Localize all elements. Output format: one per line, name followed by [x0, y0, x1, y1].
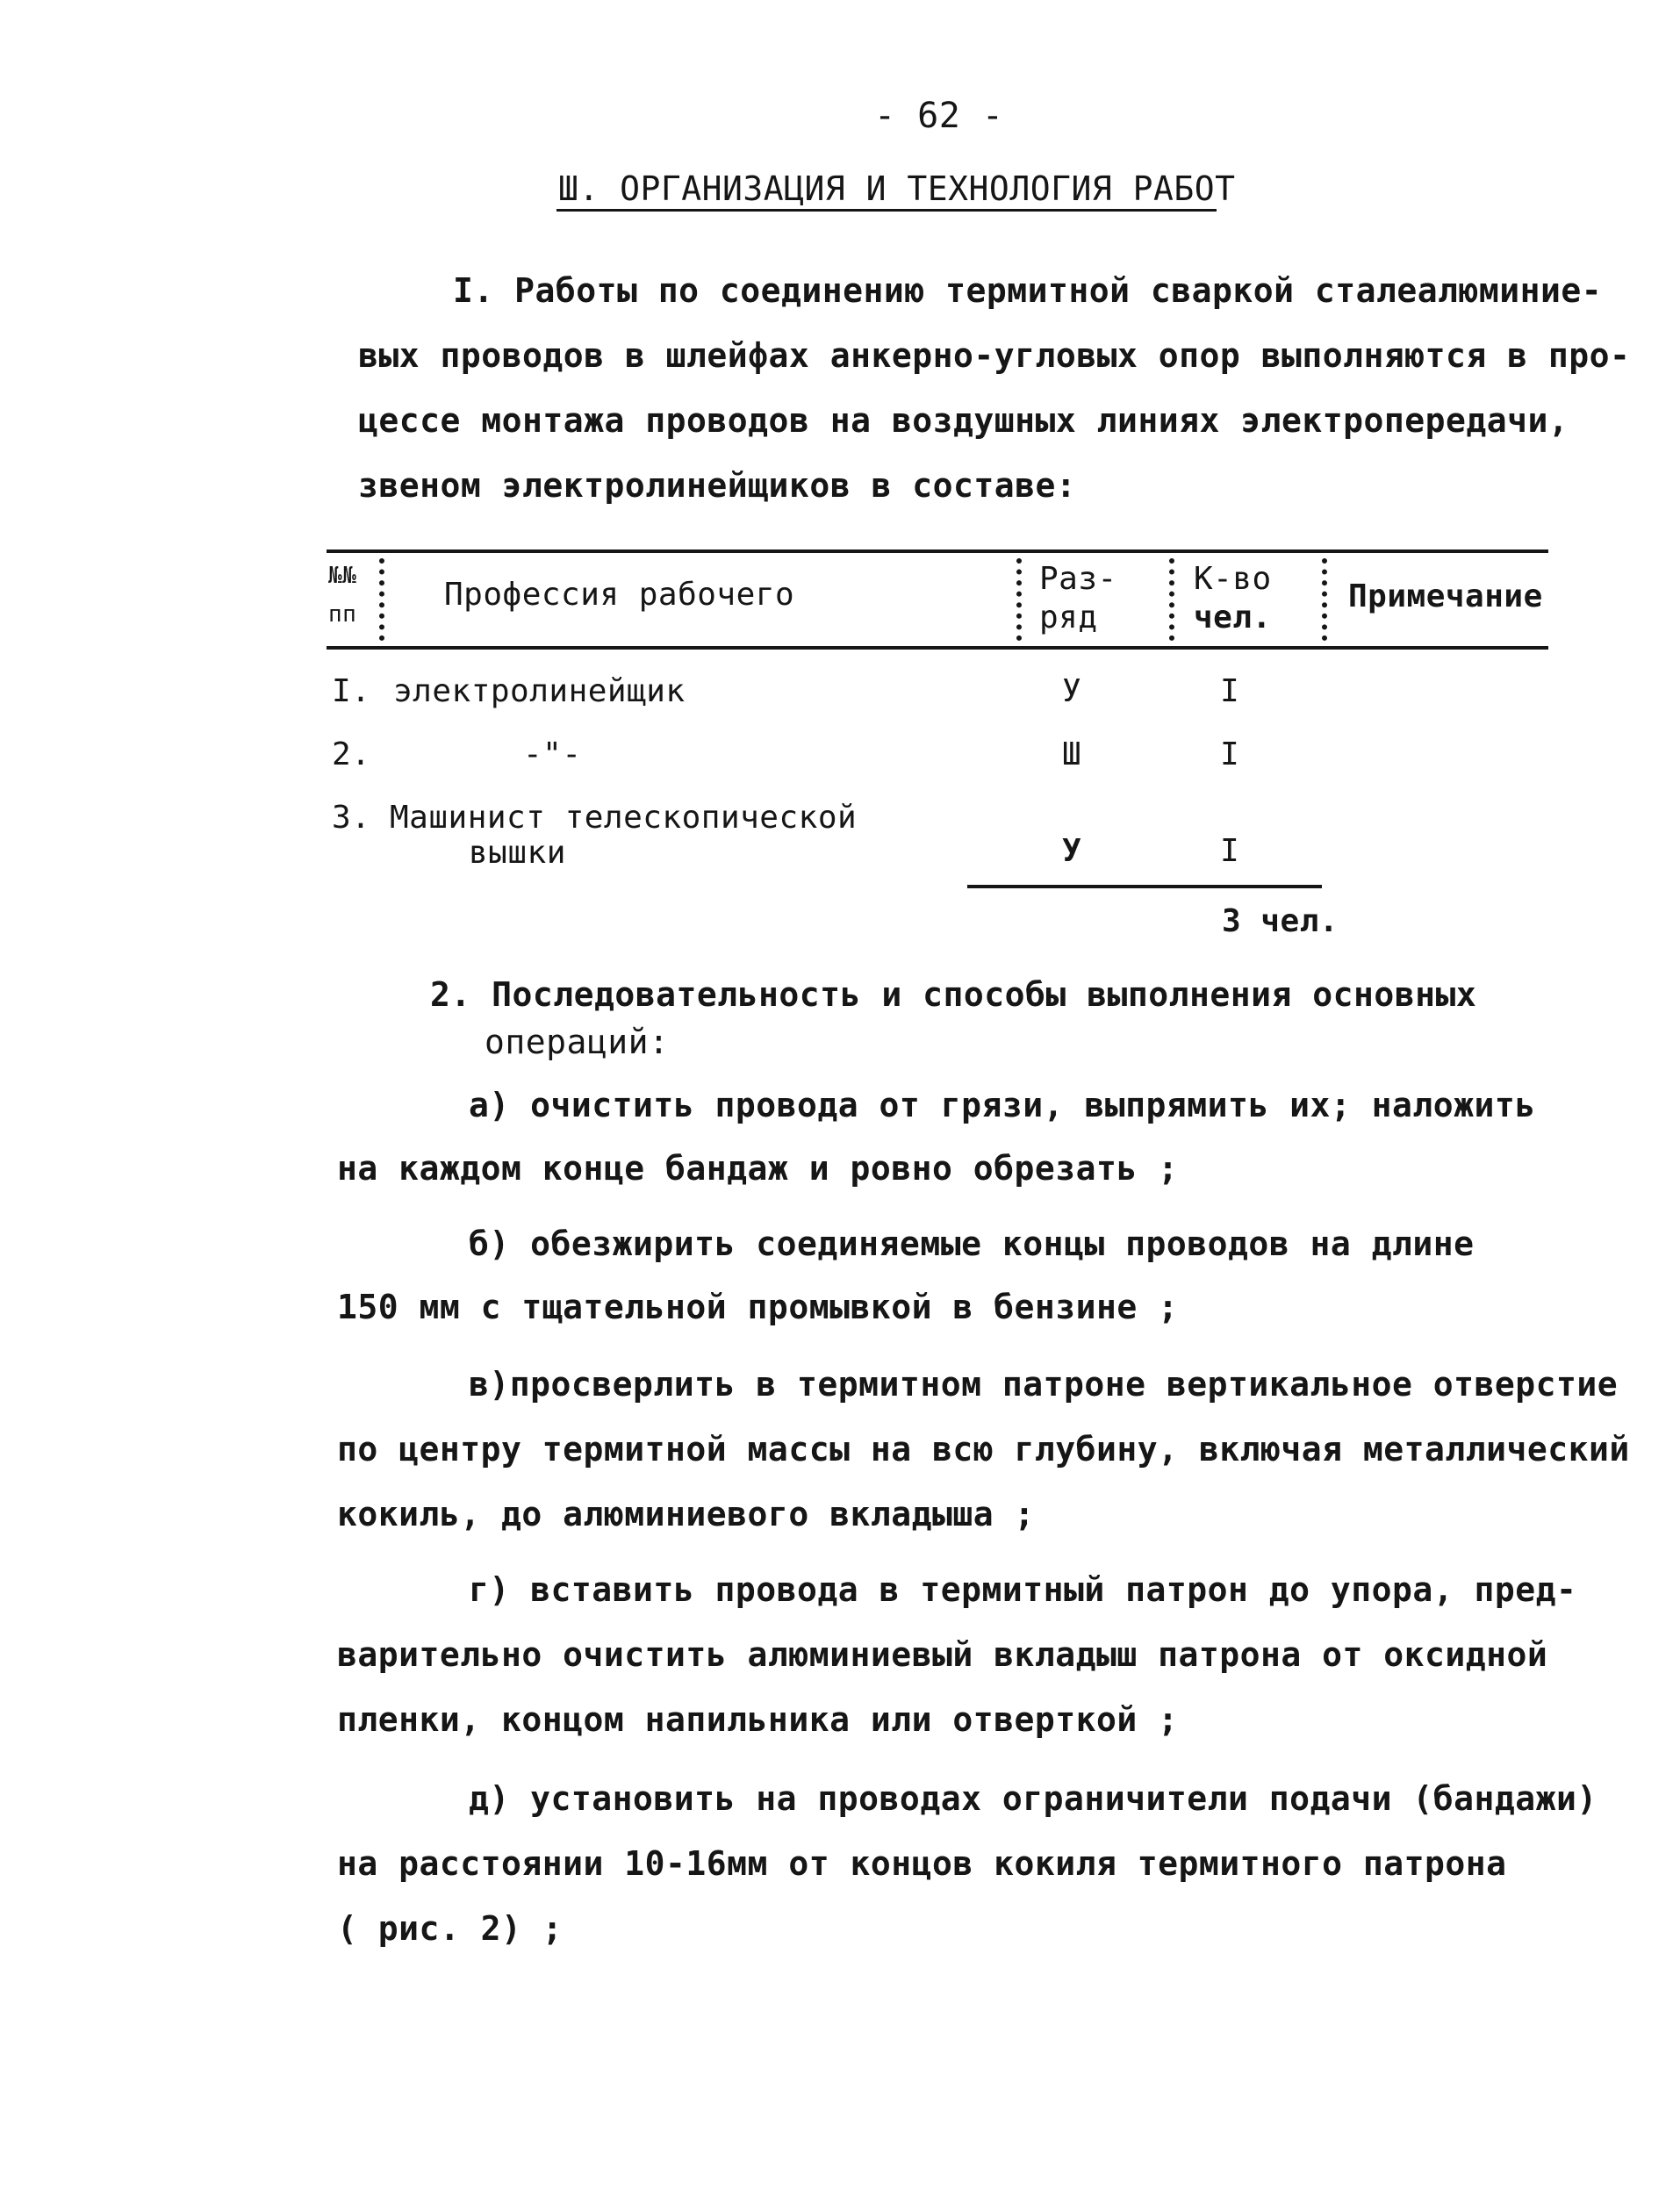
- column-separator: [1016, 558, 1022, 641]
- intro-line: вых проводов в шлейфах анкерно-угловых опор выполняются в про-: [358, 336, 1631, 375]
- header-profession: Профессия рабочего: [444, 577, 795, 613]
- row-grade: У: [1062, 673, 1082, 709]
- step-line: на каждом конце бандаж и ровно обрезать ;: [337, 1149, 1179, 1188]
- row-grade: Ш: [1062, 736, 1082, 772]
- header-num-line1: №№: [328, 563, 357, 589]
- row-profession: Машинист телескопической: [390, 800, 858, 836]
- header-count-line1: К-во: [1194, 561, 1272, 597]
- step-line: ( рис. 2) ;: [337, 1909, 564, 1948]
- section-2-heading-line: операций:: [485, 1023, 670, 1061]
- column-separator: [1169, 558, 1174, 641]
- row-count: I: [1220, 673, 1240, 709]
- row-num: 3.: [332, 800, 371, 836]
- step-line: варительно очистить алюминиевый вкладыш патрона от оксидной: [337, 1635, 1548, 1674]
- table-top-rule: [327, 549, 1548, 553]
- header-count-line2: чел.: [1194, 600, 1272, 636]
- step-line: г) вставить провода в термитный патрон до упора, пред-: [469, 1570, 1577, 1609]
- row-profession: электролинейщик: [393, 673, 686, 709]
- row-count: I: [1220, 833, 1240, 869]
- row-num: 2.: [332, 736, 371, 772]
- total-rule: [967, 885, 1322, 888]
- step-line: в)просверлить в термитном патроне вертикальное отверстие: [469, 1365, 1619, 1404]
- table-total: 3 чел.: [1222, 903, 1339, 939]
- step-line: а) очистить провода от грязи, выпрямить их; наложить: [469, 1086, 1536, 1124]
- header-note: Примечание: [1348, 578, 1543, 614]
- step-line: пленки, концом напильника или отверткой ;: [337, 1700, 1179, 1739]
- step-line: кокиль, до алюминиевого вкладыша ;: [337, 1495, 1035, 1533]
- step-line: д) установить на проводах ограничители подачи (бандажи): [469, 1779, 1597, 1818]
- header-num-line2: пп: [328, 601, 357, 628]
- step-line: 150 мм с тщательной промывкой в бензине ;: [337, 1288, 1179, 1326]
- intro-line: цессе монтажа проводов на воздушных линиях электропередачи,: [358, 401, 1569, 440]
- intro-line: звеном электролинейщиков в составе:: [358, 466, 1077, 505]
- row-grade: У: [1062, 833, 1082, 869]
- column-separator: [1322, 558, 1327, 641]
- table-header-rule: [327, 646, 1548, 650]
- header-grade-line2: ряд: [1039, 600, 1098, 636]
- row-num: I.: [332, 673, 371, 709]
- row-count: I: [1220, 736, 1240, 772]
- page-number: - 62 -: [874, 96, 1004, 136]
- step-line: б) обезжирить соединяемые концы проводов на длине: [469, 1224, 1475, 1263]
- section-title: Ш. ОРГАНИЗАЦИЯ И ТЕХНОЛОГИЯ РАБОТ: [558, 169, 1236, 208]
- step-line: по центру термитной массы на всю глубину, включая металлический: [337, 1430, 1630, 1469]
- header-grade-line1: Раз-: [1039, 561, 1117, 597]
- intro-line: I. Работы по соединению термитной сваркой сталеалюминие-: [453, 271, 1603, 310]
- column-separator: [379, 558, 384, 641]
- row-profession-line2: вышки: [469, 835, 566, 871]
- section-2-heading-line: 2. Последовательность и способы выполнения основных: [430, 975, 1477, 1014]
- row-profession: -"-: [523, 736, 582, 772]
- step-line: на расстоянии 10-16мм от концов кокиля термитного патрона: [337, 1844, 1507, 1883]
- section-title-underline: [556, 209, 1217, 212]
